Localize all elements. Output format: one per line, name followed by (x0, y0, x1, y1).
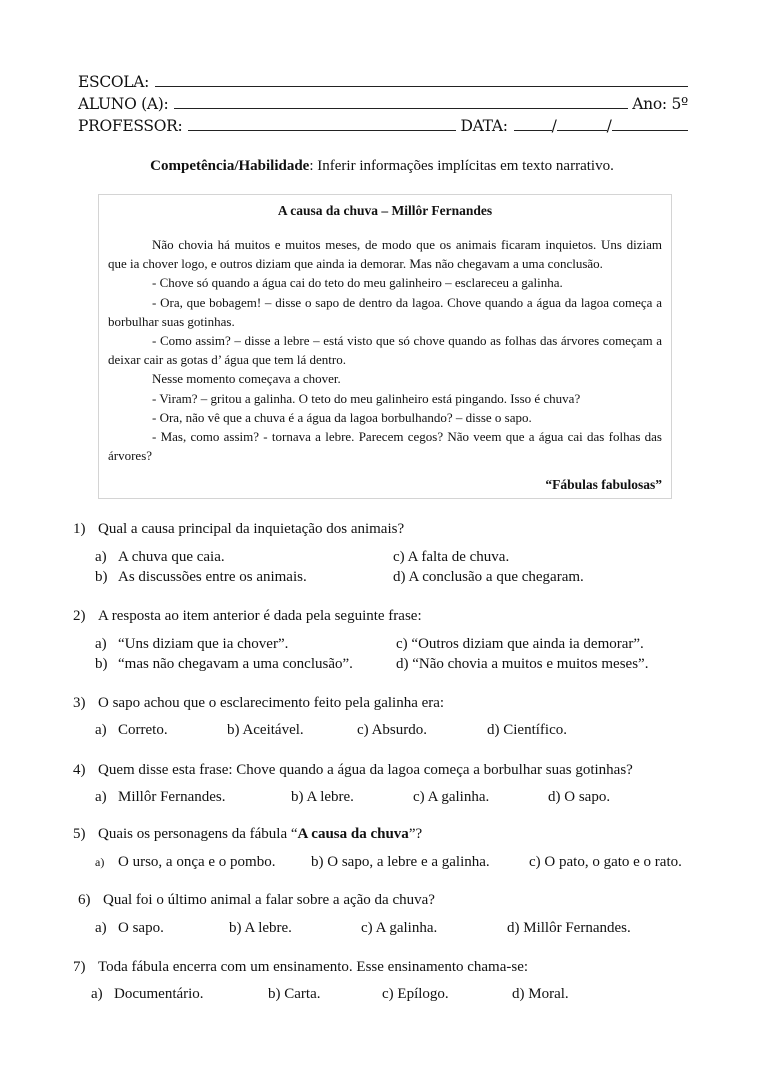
student-blank-line[interactable] (174, 94, 628, 109)
option-letter: d) (487, 722, 500, 738)
option-letter: d) (393, 569, 406, 585)
competence-label: Competência/Habilidade (150, 158, 310, 174)
date-day-blank[interactable] (514, 116, 552, 131)
question-text: O sapo achou que o esclarecimento feito pela galinha era: (98, 695, 445, 711)
teacher-label: PROFESSOR: (78, 117, 183, 135)
option-6d[interactable] (507, 920, 631, 937)
story-paragraph: - Mas, como assim? - tornava a lebre. Parecem cegos? Não veem que a água cai das folhas das árvores? (108, 429, 662, 464)
story-paragraph: - Ora, não vê que a chuva é a água da lagoa borbulhando? – disse o sapo. (152, 409, 532, 425)
option-letter: b) (268, 986, 281, 1002)
option-text: A falta de chuva. (407, 549, 510, 565)
option-letter: c) (382, 986, 394, 1002)
option-letter: d) (512, 986, 525, 1002)
option-text: Moral. (528, 986, 569, 1002)
date-month-blank[interactable] (557, 116, 607, 131)
option-4c[interactable] (413, 789, 489, 806)
option-text: “Outros diziam que ainda ia demorar”. (411, 636, 644, 652)
competence-line (0, 158, 764, 175)
story-source: “Fábulas fabulosas” (545, 477, 662, 492)
story-paragraph: - Viram? – gritou a galinha. O teto do meu galinheiro está pingando. Isso é chuva? (152, 390, 581, 406)
option-letter: d) (548, 789, 561, 805)
question-text: Qual a causa principal da inquietação dos animais? (98, 521, 405, 537)
option-letter: b) (291, 789, 304, 805)
question-7 (73, 959, 528, 976)
option-4a[interactable] (95, 789, 225, 806)
option-2a[interactable] (95, 636, 288, 653)
story-title: A causa da chuva – Millôr Fernandes (277, 203, 493, 218)
option-6b[interactable] (229, 920, 292, 937)
story-paragraph: - Ora, que bobagem! – disse o sapo de dentro da lagoa. Chove quando a água da lagoa começa a borbulhar suas gotinhas. (108, 294, 662, 329)
question-1 (73, 521, 404, 538)
option-text: Absurdo. (371, 722, 428, 738)
option-text: A conclusão a que chegaram. (408, 569, 584, 585)
question-text-after: ”? (408, 826, 423, 842)
student-label: ALUNO (A): (78, 95, 169, 113)
option-letter: c) (396, 636, 408, 652)
date-separator: / (551, 117, 557, 135)
option-letter: a) (95, 636, 107, 652)
option-letter: b) (95, 656, 108, 672)
option-1a[interactable] (95, 549, 225, 566)
option-text: Aceitável. (242, 722, 304, 738)
question-number: 1) (73, 521, 86, 537)
option-letter: b) (227, 722, 240, 738)
option-7d[interactable] (512, 986, 569, 1003)
option-1b[interactable] (95, 569, 307, 586)
option-text: “Não chovia a muitos e muitos meses”. (412, 656, 649, 672)
option-letter: a) (95, 722, 107, 738)
question-number: 5) (73, 826, 86, 842)
option-text: A lebre. (306, 789, 354, 805)
question-number: 2) (73, 608, 86, 624)
grade-label: Ano: 5º (632, 95, 688, 113)
option-text: A lebre. (244, 920, 292, 936)
option-text: Correto. (118, 722, 168, 738)
question-text: Qual foi o último animal a falar sobre a ação da chuva? (103, 892, 435, 908)
question-text: Quem disse esta frase: Chove quando a água da lagoa começa a borbulhar suas gotinhas? (98, 762, 633, 778)
school-label: ESCOLA: (78, 73, 150, 91)
option-text: O urso, a onça e o pombo. (118, 854, 276, 870)
option-letter: c) (413, 789, 425, 805)
option-3c[interactable] (357, 722, 427, 739)
option-3d[interactable] (487, 722, 567, 739)
question-text: A resposta ao item anterior é dada pela seguinte frase: (98, 608, 422, 624)
option-5c[interactable] (529, 854, 682, 871)
story-paragraph: Nesse momento começava a chover. (152, 371, 341, 387)
question-number: 4) (73, 762, 86, 778)
option-letter: b) (229, 920, 242, 936)
option-7b[interactable] (268, 986, 320, 1003)
student-field (78, 94, 688, 114)
option-text: Millôr Fernandes. (118, 789, 226, 805)
option-text: “Uns diziam que ia chover”. (118, 636, 289, 652)
option-7a[interactable] (91, 986, 204, 1003)
question-number: 6) (78, 892, 91, 908)
option-letter: b) (95, 569, 108, 585)
teacher-date-field (78, 116, 688, 136)
option-text: A chuva que caia. (118, 549, 225, 565)
option-7c[interactable] (382, 986, 449, 1003)
option-text: “mas não chegavam a uma conclusão”. (118, 656, 353, 672)
option-letter: c) (393, 549, 405, 565)
option-6a[interactable] (95, 920, 164, 937)
story-paragraph: - Chove só quando a água cai do teto do meu galinheiro – esclareceu a galinha. (152, 275, 563, 291)
question-number: 7) (73, 959, 86, 975)
option-letter: a) (95, 855, 105, 869)
option-text: Epílogo. (397, 986, 449, 1002)
question-5 (73, 826, 422, 843)
option-letter: a) (95, 920, 107, 936)
option-letter: d) (396, 656, 409, 672)
option-4d[interactable] (548, 789, 610, 806)
school-field (78, 72, 688, 92)
date-year-blank[interactable] (612, 116, 688, 131)
school-blank-line[interactable] (155, 72, 688, 87)
option-letter: a) (95, 789, 107, 805)
option-text: As discussões entre os animais. (118, 569, 307, 585)
option-6c[interactable] (361, 920, 437, 937)
option-5b[interactable] (311, 854, 490, 871)
story-box (98, 194, 672, 499)
option-letter: c) (361, 920, 373, 936)
option-letter: c) (529, 854, 541, 870)
option-letter: c) (357, 722, 369, 738)
option-text: O sapo. (118, 920, 164, 936)
option-text: O pato, o gato e o rato. (544, 854, 682, 870)
option-text: Millôr Fernandes. (523, 920, 631, 936)
option-text: Documentário. (114, 986, 204, 1002)
option-letter: a) (91, 986, 103, 1002)
question-text: Toda fábula encerra com um ensinamento. Esse ensinamento chama-se: (98, 959, 529, 975)
teacher-blank-line[interactable] (188, 116, 456, 131)
date-label: DATA: (460, 117, 508, 135)
date-separator: / (606, 117, 612, 135)
option-5a[interactable] (95, 854, 275, 871)
option-2c[interactable] (396, 636, 644, 653)
option-2d[interactable] (396, 656, 648, 673)
option-4b[interactable] (291, 789, 354, 806)
option-text: Científico. (503, 722, 567, 738)
question-6 (78, 892, 435, 909)
option-1c[interactable] (393, 549, 509, 566)
option-3b[interactable] (227, 722, 304, 739)
option-letter: b) (311, 854, 324, 870)
question-text-bold: A causa da chuva (297, 826, 409, 842)
option-text: A galinha. (375, 920, 438, 936)
question-number: 3) (73, 695, 86, 711)
option-text: O sapo, a lebre e a galinha. (327, 854, 490, 870)
question-4 (73, 762, 633, 779)
option-2b[interactable] (95, 656, 353, 673)
story-text (108, 235, 662, 465)
option-letter: a) (95, 549, 107, 565)
option-3a[interactable] (95, 722, 168, 739)
option-text: A galinha. (427, 789, 490, 805)
question-2 (73, 608, 422, 625)
option-text: Carta. (284, 986, 321, 1002)
question-text-before: Quais os personagens da fábula “ (98, 826, 298, 842)
story-paragraph: Não chovia há muitos e muitos meses, de modo que os animais ficaram inquietos. Uns diziam que ia chover logo, e outros diziam que ainda ia demorar. Mas não chegavam a uma conclusão. (108, 237, 662, 272)
question-3 (73, 695, 444, 712)
option-text: O sapo. (564, 789, 611, 805)
story-paragraph: - Como assim? – disse a lebre – está visto que só chove quando as folhas das árvores começam a deixar cair as gotas d’ água que tem lá dentro. (108, 333, 662, 368)
option-letter: d) (507, 920, 520, 936)
option-1d[interactable] (393, 569, 584, 586)
competence-text: : Inferir informações implícitas em texto narrativo. (309, 158, 614, 174)
